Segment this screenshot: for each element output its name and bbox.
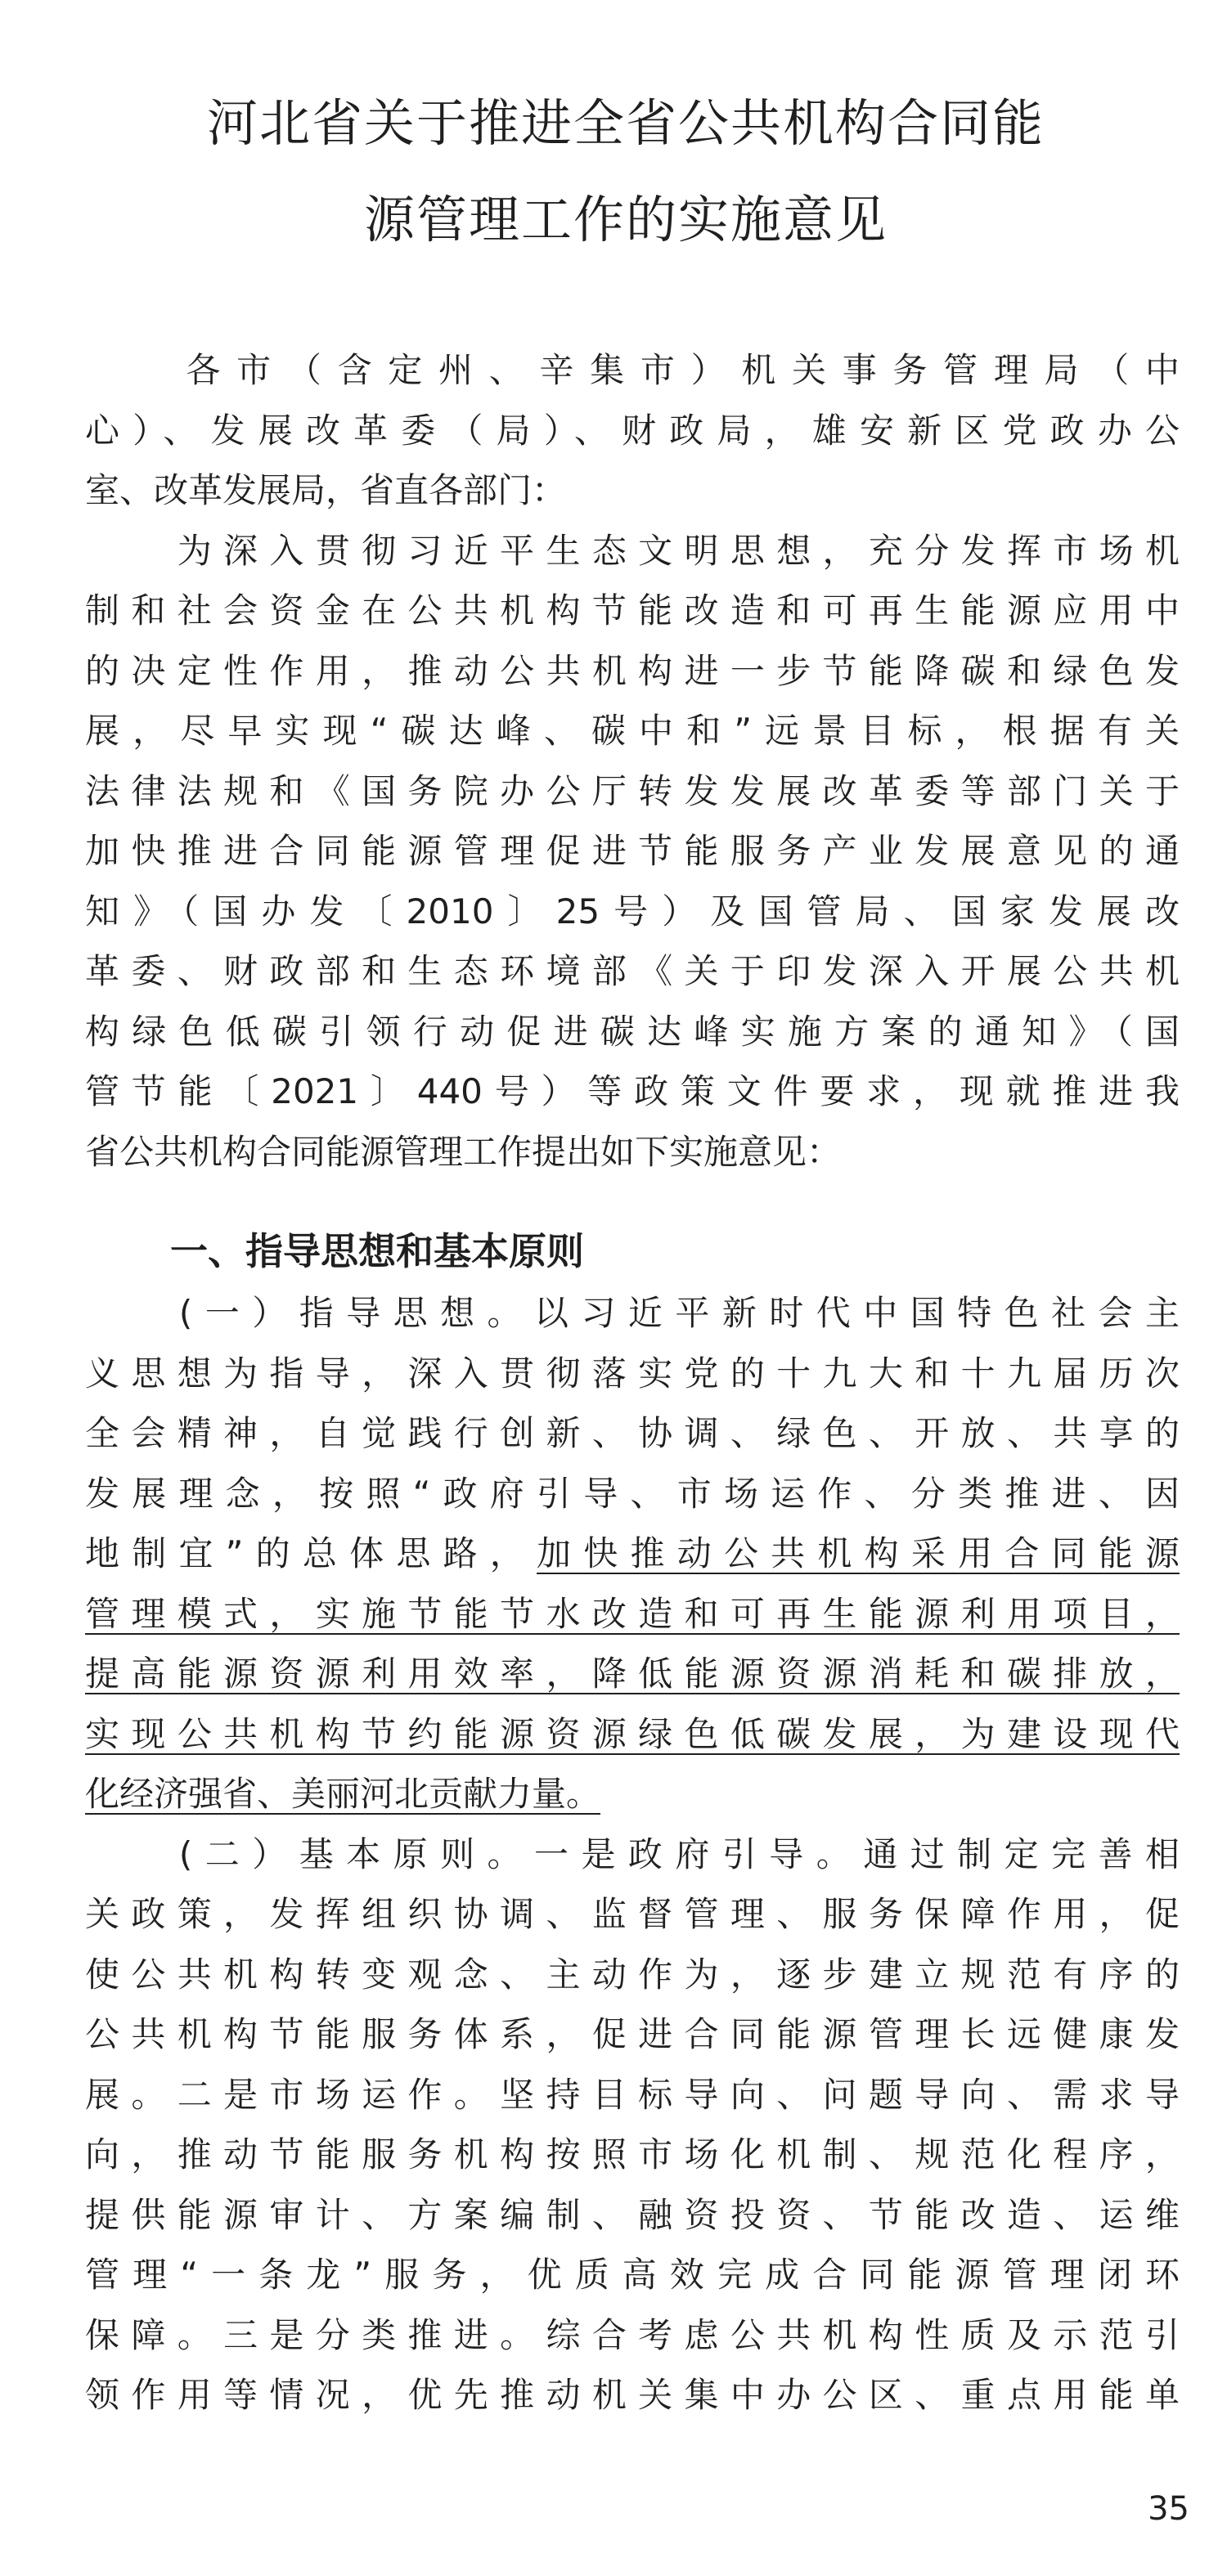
- addressee-line: 室、改革发展局，省直各部门：: [85, 470, 567, 510]
- intro-line: 省公共机构合同能源管理工作提出如下实施意见：: [85, 1131, 842, 1172]
- guiding-underlined-text: 加快推动公共机构采用合同能源: [537, 1533, 1180, 1573]
- title-line-1: 河北省关于推进全省公共机构合同能: [206, 93, 1045, 153]
- intro-paragraph: [85, 521, 1180, 1183]
- guiding-underlined-line: 管理模式，实施节能节水改造和可再生能源利用项目，: [85, 1593, 1180, 1634]
- intro-line: 构绿色低碳引领行动促进碳达峰实施方案的通知》（国: [85, 1011, 1180, 1052]
- principles-line: 向，推动节能服务机构按照市场化机制、规范化程序，: [85, 2134, 1180, 2174]
- intro-line: 知》（国办发〔2010〕25号）及国管局、国家发展改: [85, 891, 1180, 931]
- title-line-2: 源管理工作的实施意见: [363, 190, 888, 249]
- guiding-underlined-line: 实现公共机构节约能源资源绿色低碳发展，为建设现代: [85, 1713, 1180, 1754]
- guiding-underlined-line: 提高能源资源利用效率，降低能源资源消耗和碳排放，: [85, 1654, 1180, 1694]
- addressee-line: 各市（含定州、辛集市）机关事务管理局（中: [85, 350, 1180, 390]
- guiding-ideology-paragraph: [85, 1283, 1180, 1824]
- intro-line: 法律法规和《国务院办公厅转发发展改革委等部门关于: [85, 770, 1180, 811]
- guiding-line-mixed: [85, 1524, 1180, 1584]
- document-body: [85, 340, 1180, 2426]
- principles-line: 展。二是市场运作。坚持目标导向、问题导向、需求导: [85, 2074, 1180, 2115]
- intro-line: 管节能〔2021〕440号）等政策文件要求，现就推进我: [85, 1071, 1180, 1111]
- intro-line: 加快推进合同能源管理促进节能服务产业发展意见的通: [85, 831, 1180, 871]
- guiding-line: (一）指导思想。以习近平新时代中国特色社会主: [85, 1293, 1180, 1333]
- intro-line: 展，尽早实现“碳达峰、碳中和”远景目标，根据有关: [85, 711, 1180, 751]
- section-heading: 一、指导思想和基本原则: [170, 1229, 584, 1273]
- principles-line: 领作用等情况，优先推动机关集中办公区、重点用能单: [85, 2375, 1180, 2415]
- guiding-line: 义思想为指导，深入贯彻落实党的十九大和十九届历次: [85, 1353, 1180, 1393]
- principles-line: 关政策，发挥组织协调、监督管理、服务保障作用，促: [85, 1894, 1180, 1934]
- intro-line: 革委、财政部和生态环境部《关于印发深入开展公共机: [85, 951, 1180, 991]
- principles-line: 公共机构节能服务体系，促进合同能源管理长远健康发: [85, 2014, 1180, 2054]
- addressee-line: 心）、发展改革委（局）、财政局，雄安新区党政办公: [85, 410, 1180, 451]
- basic-principles-paragraph: [85, 1824, 1180, 2426]
- guiding-underlined-line: 化经济强省、美丽河北贡献力量。: [85, 1774, 601, 1814]
- intro-line: 的决定性作用，推动公共机构进一步节能降碳和绿色发: [85, 650, 1180, 691]
- principles-line: 使公共机构转变观念、主动作为，逐步建立规范有序的: [85, 1954, 1180, 1995]
- principles-line: 保障。三是分类推进。综合考虑公共机构性质及示范引: [85, 2314, 1180, 2355]
- principles-line: 提供能源审计、方案编制、融资投资、节能改造、运维: [85, 2194, 1180, 2235]
- guiding-plain-text: 地制宜”的总体思路，: [85, 1533, 537, 1573]
- document-title: [164, 75, 1088, 268]
- intro-line: 为深入贯彻习近平生态文明思想，充分发挥市场机: [85, 530, 1180, 571]
- guiding-line: 发展理念，按照“政府引导、市场运作、分类推进、因: [85, 1473, 1180, 1514]
- guiding-line: 全会精神，自觉践行创新、协调、绿色、开放、共享的: [85, 1413, 1180, 1453]
- page-number: 35: [1148, 2490, 1189, 2528]
- intro-line: 制和社会资金在公共机构节能改造和可再生能源应用中: [85, 590, 1180, 631]
- principles-line: (二）基本原则。一是政府引导。通过制定完善相: [85, 1833, 1180, 1874]
- principles-line: 管理“一条龙”服务，优质高效完成合同能源管理闭环: [85, 2255, 1180, 2295]
- addressee-paragraph: [85, 340, 1180, 521]
